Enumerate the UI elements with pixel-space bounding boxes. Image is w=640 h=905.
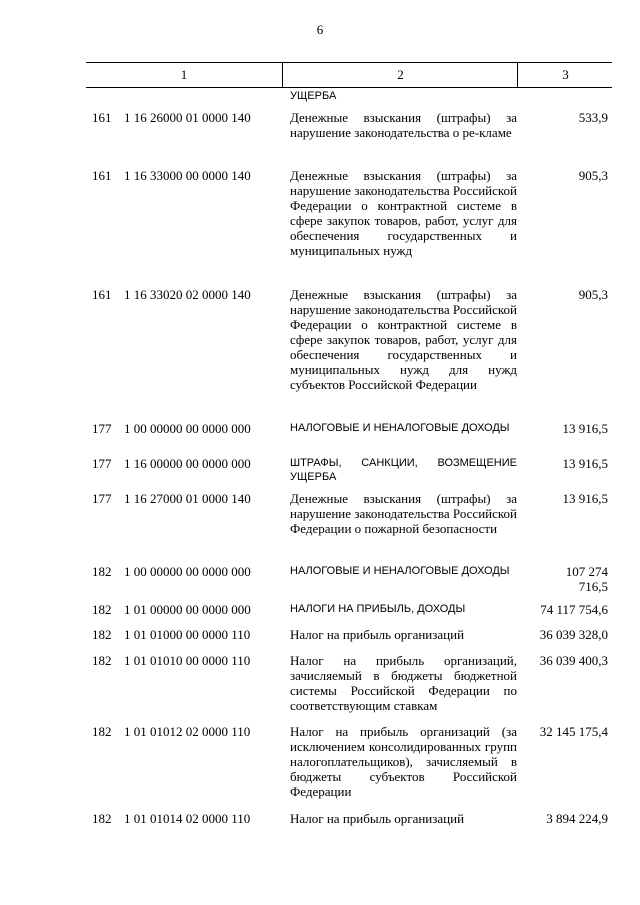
item-sum: 13 916,5	[562, 491, 608, 506]
item-sum: 905,3	[578, 168, 608, 183]
item-sum: 74 117 754,6	[540, 602, 608, 617]
admin-code: 177	[92, 421, 112, 436]
item-sum: 36 039 400,3	[539, 653, 608, 668]
item-sum: 36 039 328,0	[539, 627, 608, 642]
table-header	[86, 62, 612, 88]
budget-code: 1 16 26000 01 0000 140	[124, 110, 251, 125]
budget-code: 1 00 00000 00 0000 000	[124, 564, 251, 579]
admin-code: 177	[92, 456, 112, 471]
admin-code: 182	[92, 653, 112, 668]
item-sum: 533,9	[578, 110, 608, 125]
budget-code: 1 01 01014 02 0000 110	[124, 811, 251, 826]
budget-code: 1 01 00000 00 0000 000	[124, 602, 251, 617]
item-sum: 107 274 716,5	[565, 564, 608, 594]
admin-code: 182	[92, 564, 112, 579]
item-sum: 32 145 175,4	[539, 724, 608, 739]
item-name: Денежные взыскания (штрафы) за нарушение законодательства Российской Федерации о контрактной системе в сфере закупок товаров, работ, услуг для обеспечения государственных и муниципальных нужд	[290, 168, 517, 258]
item-name: Налог на прибыль организаций, зачисляемый в бюджеты бюджетной системы Российской Федерации по соответствующим ставкам	[290, 653, 517, 713]
budget-code: 1 00 00000 00 0000 000	[124, 421, 251, 436]
admin-code: 161	[92, 287, 112, 302]
page-number: 6	[316, 22, 324, 37]
item-sum: 13 916,5	[562, 421, 608, 436]
budget-code: 1 01 01012 02 0000 110	[124, 724, 251, 739]
header-col-2: 2	[282, 63, 518, 87]
admin-code: 182	[92, 627, 112, 642]
admin-code: 182	[92, 811, 112, 826]
admin-code: 161	[92, 168, 112, 183]
item-name: Налог на прибыль организаций	[290, 627, 465, 642]
budget-code: 1 16 33020 02 0000 140	[124, 287, 251, 302]
item-name: НАЛОГОВЫЕ И НЕНАЛОГОВЫЕ ДОХОДЫ	[290, 422, 510, 434]
item-sum: 905,3	[578, 287, 608, 302]
item-name: ШТРАФЫ, САНКЦИИ, ВОЗМЕЩЕНИЕ УЩЕРБА	[290, 457, 517, 483]
header-col-1: 1	[180, 67, 188, 82]
item-name: НАЛОГОВЫЕ И НЕНАЛОГОВЫЕ ДОХОДЫ	[290, 565, 510, 577]
item-name: Денежные взыскания (штрафы) за нарушение законодательства Российской Федерации о контрактной системе в сфере закупок товаров, работ, услуг для обеспечения государственных и муниципальных нужд для нужд субъектов Российской Федерации	[290, 287, 517, 392]
admin-code: 182	[92, 724, 112, 739]
budget-code: 1 16 00000 00 0000 000	[124, 456, 251, 471]
item-sum: 3 894 224,9	[546, 811, 608, 826]
header-col-3: 3	[517, 63, 613, 87]
item-sum: 13 916,5	[562, 456, 608, 471]
item-name: Денежные взыскания (штрафы) за нарушение законодательства о ре-кламе	[290, 110, 517, 140]
item-name: Налог на прибыль организаций	[290, 811, 465, 826]
admin-code: 161	[92, 110, 112, 125]
item-name: Денежные взыскания (штрафы) за нарушение законодательства Российской Федерации о пожарной безопасности	[290, 491, 517, 536]
admin-code: 177	[92, 491, 112, 506]
admin-code: 182	[92, 602, 112, 617]
budget-code: 1 01 01000 00 0000 110	[124, 627, 251, 642]
budget-code: 1 16 27000 01 0000 140	[124, 491, 251, 506]
budget-code: 1 01 01010 00 0000 110	[124, 653, 251, 668]
item-name: Налог на прибыль организаций (за исключением консолидированных групп налогоплательщиков), зачисляемый в бюджеты субъектов Российской Федерации	[290, 724, 517, 799]
item-name: НАЛОГИ НА ПРИБЫЛЬ, ДОХОДЫ	[290, 603, 466, 615]
continuation-text: УЩЕРБА	[290, 90, 337, 102]
budget-code: 1 16 33000 00 0000 140	[124, 168, 251, 183]
